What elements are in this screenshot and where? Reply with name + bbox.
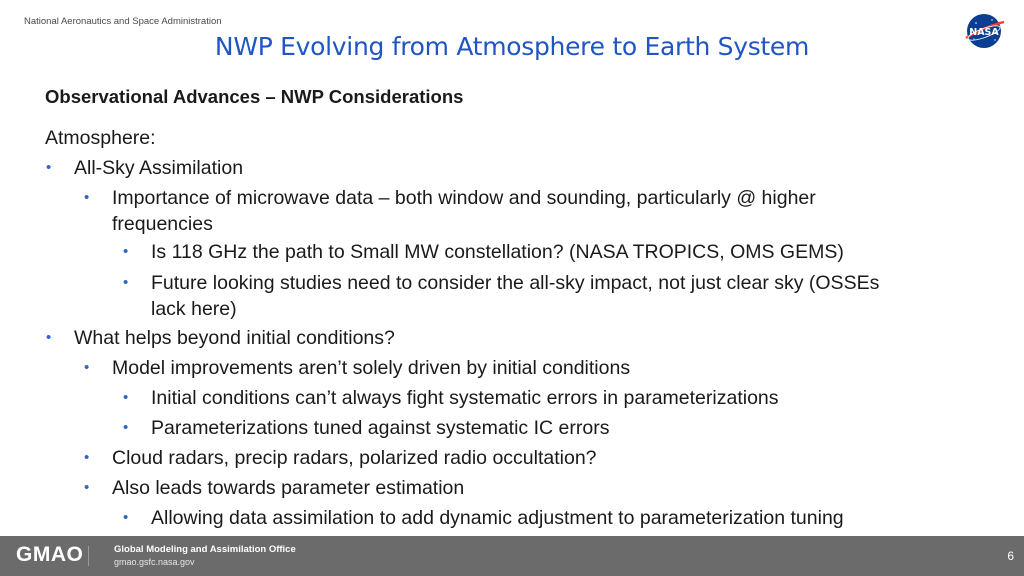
bullet-text: Allowing data assimilation to add dynamic adjustment to parameterization tuning — [151, 507, 844, 529]
bullet-item — [123, 385, 951, 411]
nasa-logo — [962, 11, 1006, 51]
nasa-logo-text: NASA — [969, 27, 999, 38]
page-number: 6 — [1007, 549, 1014, 563]
page-title: NWP Evolving from Atmosphere to Earth System — [214, 32, 810, 61]
bullet-dot: • — [84, 449, 90, 466]
agency-name: National Aeronautics and Space Administration — [24, 16, 222, 27]
bullet-text: Initial conditions can’t always fight systematic errors in parameterizations — [151, 387, 779, 409]
bullet-text: Importance of microwave data – both window and sounding, particularly @ higher — [112, 187, 816, 209]
bullet-item — [84, 355, 912, 381]
bullet-continuation — [151, 296, 951, 322]
section-label: Atmosphere: — [45, 127, 156, 149]
bullet-dot: • — [123, 389, 129, 406]
bullet-item — [84, 475, 912, 501]
footer-divider — [88, 546, 89, 566]
bullet-dot: • — [123, 509, 129, 526]
bullet-dot: • — [84, 359, 90, 376]
bullet-text: Also leads towards parameter estimation — [112, 477, 465, 499]
org-url: gmao.gsfc.nasa.gov — [114, 557, 195, 567]
bullet-item — [123, 415, 951, 441]
bullet-text: Future looking studies need to consider the all-sky impact, not just clear sky (OSSEs — [151, 272, 880, 294]
bullet-text: frequencies — [112, 213, 213, 235]
bullet-dot: • — [46, 329, 52, 346]
bullet-dot: • — [84, 189, 90, 206]
bullet-text: What helps beyond initial conditions? — [74, 327, 395, 349]
bullet-dot: • — [123, 243, 129, 260]
bullet-item — [84, 445, 912, 471]
bullet-dot: • — [123, 274, 129, 291]
slide-subtitle: Observational Advances – NWP Considerations — [45, 86, 464, 107]
bullet-dot: • — [46, 159, 52, 176]
bullet-item — [123, 239, 951, 265]
bullet-item — [123, 505, 951, 531]
footer-bar — [0, 536, 1024, 576]
bullet-text: lack here) — [151, 298, 237, 320]
bullet-item — [84, 185, 912, 211]
bullet-dot: • — [123, 419, 129, 436]
bullet-dot: • — [84, 479, 90, 496]
gmao-logo: GMAO — [16, 543, 84, 566]
bullet-item — [46, 325, 974, 351]
bullet-text: Is 118 GHz the path to Small MW constellation? (NASA TROPICS, OMS GEMS) — [151, 241, 844, 263]
bullet-item — [123, 270, 951, 296]
bullet-text: All-Sky Assimilation — [74, 157, 244, 179]
org-name: Global Modeling and Assimilation Office — [114, 544, 296, 555]
bullet-continuation — [112, 211, 912, 237]
bullet-text: Cloud radars, precip radars, polarized radio occultation? — [112, 447, 597, 469]
bullet-item — [46, 155, 974, 181]
bullet-text: Model improvements aren’t solely driven by initial conditions — [112, 357, 631, 379]
bullet-text: Parameterizations tuned against systematic IC errors — [151, 417, 610, 439]
